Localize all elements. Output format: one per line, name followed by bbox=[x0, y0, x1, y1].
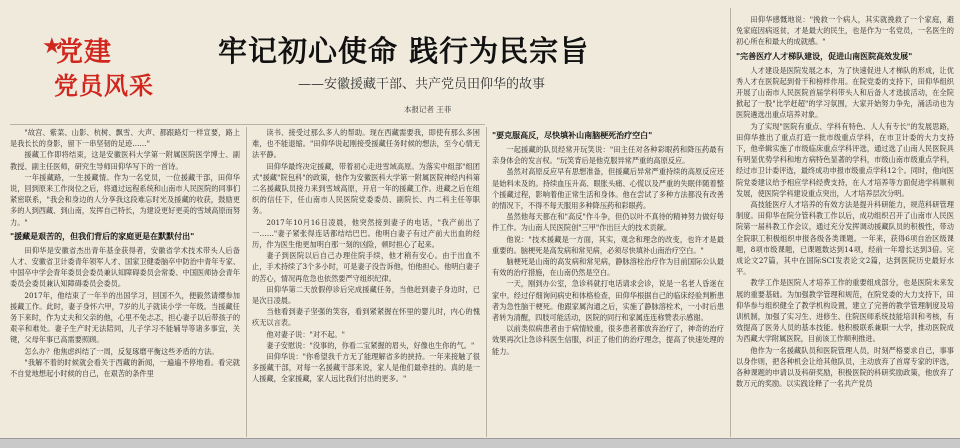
paragraph: 田仰华说："你希望我千方无了能理解省多的挟持。一年来接触了很多援藏干部，对每一名援藏干部来说，家人是他们最牵挂的。真的是一人援藏，全家援藏，家人远比我们付出的更多。" bbox=[252, 352, 480, 384]
paragraph: 虽然他每天都在和"高反"作斗争，但仍以叶不真待的精神努力做好每件工作。为山南人民医院创"三甲"作出巨大的技术贡献。 bbox=[492, 212, 724, 233]
column-2 bbox=[252, 127, 480, 437]
paragraph: 田仰华是安徽省杰出青年基金获得者，安徽省学术技术带头人后备人才、安徽省卫计委青年领军人才、国家卫健委脑卒中防治中青年专家、中国卒中学会青年委员会委员兼认知障碍委员会常委、中国医师协会青年委员会委员兼认知障碍委员会委员。 bbox=[10, 245, 240, 289]
column-4 bbox=[736, 14, 954, 437]
divider bbox=[10, 124, 485, 125]
paragraph: 怎么办？他焦虑纠结了一周，反复琢磨平衡这些矛盾的方法。 bbox=[24, 346, 219, 356]
paragraph: 读书、接受过那么多人的帮助。现在西藏需要我，即使有那么多困难，也不能退缩。"田仰华说起刚接受援藏任务时候的想法，至今心情无法平静。 bbox=[252, 128, 480, 160]
paragraph: 田仰华感慨地说："挽救一个病人，其实就挽救了一个家庭，避免家庭因病返贫，才是最大的民生，也是作为一名党员，一名医生的初心所在和最大的成就感。" bbox=[736, 15, 954, 47]
paragraph: 脑梗死是山南的高发病和常见病，静脉溶栓治疗作为目前国际公认最有效的治疗措施，在山南仍然是空白。 bbox=[492, 257, 724, 278]
paragraph: 他作为一名援藏队员和医院管理人员，时刻严格要求自己，事事以身作则，把各种机会让给其他队员，主动放弃了首席专家的评选，各种课题的申请以及科研奖励，积极医院的科研奖励政策，他放弃了数万元的奖励。以实践诠释了一名共产党员 bbox=[736, 345, 954, 389]
paragraph: 虽然对高原反应早有思想准备，但援藏后异常严重持续的高原反应还是始料未及的。持续血压升高、眼胀头痛、心慌以及严重的失眠伴随着整个援藏过程，影响着他正常生活和身体。他在尝试了多种方法都没有改善的情况下，不得不每天服用多种降压药和彩眼药。 bbox=[492, 167, 724, 211]
paragraph: 2017年，他结束了一年半的出国学习，回国不久，便毅然请缨参加援藏工作。此时，妻子身怀六甲，7岁的儿子就读小学一年级。当援藏任务下来时，作为丈夫和父亲的他，心里不免忐忑，担心妻子以后带孩子的艰辛和难处。妻子生产时无法陪同，儿子学习不能辅导等诸多事宜，关键，父母年事已高需要照顾。 bbox=[10, 290, 240, 345]
paragraph: 妻子安慰说："没事的，你看二宝紧握的眉头，好像也生你的气。" bbox=[266, 340, 475, 350]
headline: 牢记初心使命 践行为民宗旨 bbox=[218, 34, 590, 68]
paragraph: 田仰华第二天放假停诊后完成援藏任务，当他赶到妻子身边时，已是次日凌晨。 bbox=[252, 284, 480, 306]
paragraph: 教学工作是医院人才培养工作的重要组成部分，也是医院未来发展的重要基础。为加强教学管理和规范，在院党委的大力支持下，田仰华参与组织健全了教学机构设置，建立了完善的教学管理制度及培训机制，加强了实习生、进修生、住院医师系统技能培训和考核，有效提高了医务人员的基本技能。他积极联系兼职一大学，推动医院成为西藏大学附属医院，目前该工作顺利推进。 bbox=[736, 278, 954, 344]
paragraph: 一天，刚到办公室，急诊科就打电话请求会诊，说是一名老人昏迷在家中。经过仔细询问病史和体格检查，田仰华根据自己的临床经验判断患者为急性脑干梗死。他跟家属沟通之后，实施了静脉溶栓术，一小时后患者转为清醒，四肢可能活动，医院的同行和家属连连称赞表示感谢。 bbox=[492, 279, 724, 323]
party-emblem-icon: ★ bbox=[42, 34, 62, 59]
paragraph: "我解不着的时候就会看关于西藏的新闻，一遍遍不停地看。看完就不自觉地想起小时候的自己，在艰苦的条件里 bbox=[10, 357, 240, 379]
paragraph: 妻子到医院以后自己办理住院手续，他才稍有安心。由于出血不止，手术持续了3个多小时，可是妻子没告诉他，怕他担心。他明白妻子的苦心，情况再危急也依然要严守组织纪律。 bbox=[252, 251, 480, 283]
paragraph: 一起援藏的队员经常开玩笑说："田主任对各种彩眼药和降压药最有亲身体会的发言权。"玩笑背后是他克服异常严重的高原反应。 bbox=[492, 145, 724, 166]
column-divider bbox=[730, 8, 731, 437]
party-building-badge bbox=[42, 30, 168, 112]
paragraph: 田仰华最终决定援藏，带着初心走进雪域高原。为落实中组部"组团式"援藏"院包科"的政策，他作为安徽医科大学第一附属医院神经内科第二名援藏队员接力来到雪域高原，开启一年的援藏工作。进藏之后在组织的信任下，任山南市人民医院党委委员、副院长、内二科主任等职务。 bbox=[252, 161, 480, 216]
column-3 bbox=[492, 127, 724, 437]
paragraph: 为了实现"医院有重点、学科有特色、人人有专长"的发展思路，田仰华推出了重点打造一批市级重点学科，在市卫计委的大力支持下，他牵辑实施了市级临床重点学科评选，通过选了山南人民医院具有明显优势学科和地方病特色显著的学科，市级山南市级重点学科，经过市卫计委评选，最终成功申报市级重点学科12个。同时，他向医院党委建议给予相应学科经费支持，在人才培养等方面促进学科顺利发展，使医院学科建设重点突出，人才培养层次分明。 bbox=[736, 121, 954, 198]
section-heading: "完善医疗人才梯队建设，促进山南医院高效发展" bbox=[736, 51, 913, 61]
paragraph: "故宫、紫菜、山影、杭树、飘雪、大声、都跟路灯一样宣要，路上是我长长的身影，留下一串坚韧的足迹……" bbox=[10, 128, 240, 149]
column-divider bbox=[246, 127, 247, 437]
paragraph: 高技能医疗人才培养的有效方法是提升科研能力，规范科研管理制度。田仰华在院分管科教工作以后，成功组织召开了山南市人民医院第一届科教工作会议，通过充分发挥调动援藏队员的积极性，带动全院职工积极组织申报各级各类课题。一年来，获得6项自治区级课题，8项市级课题，已课题数达到14项，经前一年增长达到3倍。完成论文27篇，其中在国际SCI发表论文2篇，达到医院历史最好水平。 bbox=[736, 200, 954, 277]
paragraph: 人才建设是医院发展之本，为了快速促进人才梯队的形成，让优秀人才在医院起到骨干和榜样作用。在院党委的支持下，田仰华组织开展了山南市人民医院首届学科带头人和后备人才选拔活动，在全院掀起了一股"比学赶超"的学习氛围，大家开始努力争先，涌活动也为医院遴选出重点培养对象。 bbox=[736, 65, 954, 120]
byline: 本报记者 王菲 bbox=[404, 105, 452, 114]
paragraph: 一年援藏路，一生援藏情。作为一名党员，一位援藏干部，田仰华说，回到原来工作岗位之后，将通过远程系统和山南市人民医院的同事们紧密联系，"我会和身边的人分享我这段难忘时光及援藏的收获，鼓励更多的人到西藏、到山南，发挥自己特长，为建设更好更美的雪域高原而努力。" bbox=[10, 172, 240, 227]
badge-line-2: 党员风采 bbox=[54, 72, 154, 100]
section-heading: "援藏是艰苦的，但我们背后的家庭更是在默默付出" bbox=[10, 231, 195, 241]
paragraph: 2017年10月16日凌晨，他突然接到妻子的电话，"我产前出了一……"妻子紧张得连话都结结巴巴。他明白妻子有过产前大出血的经历，作为医生他更加明白那一刻的凶险，顿时担心了起来。 bbox=[252, 217, 480, 250]
paragraph: 当他看到妻子坚强的笑容，看到紧紧握在怀里的婴儿时，内心的愧疚无以言表。 bbox=[252, 307, 480, 328]
column-divider bbox=[486, 127, 487, 437]
subheadline: ——安徽援藏干部、共产党员田仰华的故事 bbox=[298, 77, 546, 92]
paragraph: 他对妻子说："对不起。" bbox=[266, 329, 345, 339]
column-1 bbox=[10, 127, 240, 437]
section-heading: "要克服高反，尽快填补山南脑梗死治疗空白" bbox=[492, 131, 653, 140]
badge-line-1: 党建 bbox=[56, 37, 112, 68]
paragraph: 以前类似病患者由于病情较重，很多患者都放弃治疗了，神奇的治疗效果再次让急诊科医生信服，纠正了他们的治疗理念，提高了快速处理的能力。 bbox=[492, 324, 724, 356]
paragraph: 他说："技术援藏是一方面，其实，观念和理念的改变，也许才是最重要的。脑梗死是高发病和常见病，必须尽快填补山南治疗空白。" bbox=[492, 234, 724, 255]
paragraph: 援藏工作即将结束，这是安徽医科大学第一附属医院医学博士、副教授、副主任医师，研究生导师田仰华写下的一首诗。 bbox=[10, 150, 240, 171]
